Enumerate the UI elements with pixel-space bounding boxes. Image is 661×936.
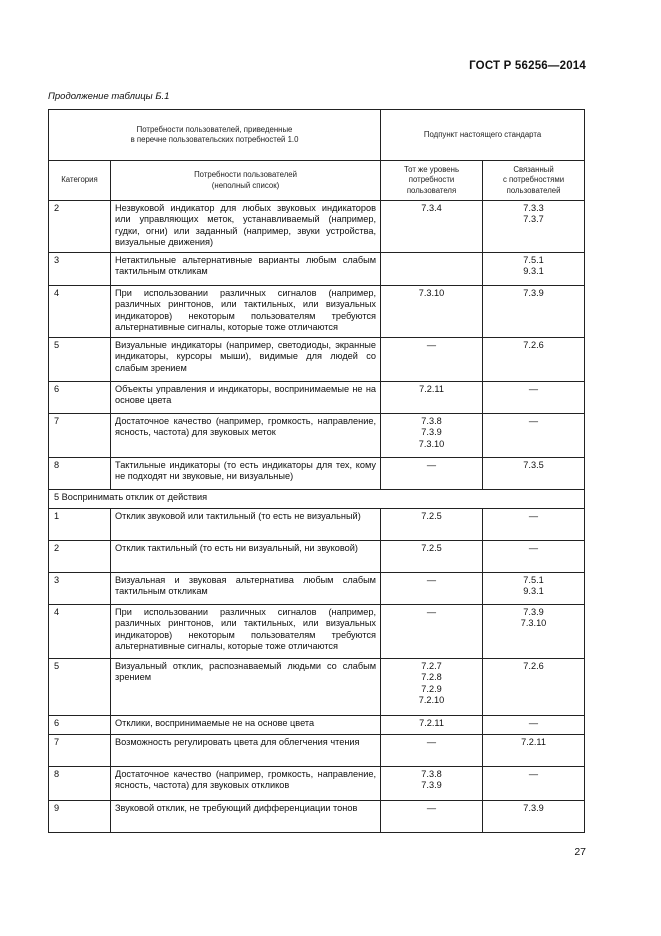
need-description-cell: Незвуковой индикатор для любых звуковых индикаторов или управляющих меток, устанавливаемый (например, гудки, огни) или заданный (например, звуки устройства, визуальные движения): [111, 201, 381, 253]
table-row: [49, 458, 585, 490]
table-row: [49, 338, 585, 382]
category-cell: 3: [49, 253, 111, 286]
same-level-column-header: Тот же уровень потребности пользователя: [381, 161, 483, 201]
related-subclause-cell: —: [483, 414, 585, 458]
table-row: [49, 573, 585, 605]
table-row: [49, 605, 585, 659]
category-cell: 2: [49, 201, 111, 253]
category-cell: 5: [49, 659, 111, 716]
same-level-subclause-cell: 7.2.7 7.2.8 7.2.9 7.2.10: [381, 659, 483, 716]
need-description-cell: Достаточное качество (например, громкость, направление, ясность, частота) для звуковых откликов: [111, 767, 381, 801]
related-subclause-cell: 7.5.1 9.3.1: [483, 573, 585, 605]
table-row: [49, 801, 585, 833]
subclause-group-header: Подпункт настоящего стандарта: [381, 110, 585, 161]
section-title: 5 Воспринимать отклик от действия: [49, 490, 585, 509]
table-row: [49, 716, 585, 735]
category-cell: 2: [49, 541, 111, 573]
related-subclause-cell: —: [483, 541, 585, 573]
need-description-cell: Возможность регулировать цвета для облегчения чтения: [111, 735, 381, 767]
need-description-cell: При использовании различных сигналов (например, различных рингтонов, или тактильных, или визуальных индикаторов) некоторым пользователям требуются альтернативные сигналы, которые тоже отличаются: [111, 605, 381, 659]
same-level-subclause-cell: —: [381, 735, 483, 767]
need-description-cell: При использовании различных сигналов (например, различных рингтонов, или тактильных, или визуальных индикаторов) некоторым пользователям требуются альтернативные сигналы, которые тоже отличаются: [111, 286, 381, 338]
category-cell: 8: [49, 458, 111, 490]
header-row-2: [49, 161, 585, 201]
same-level-subclause-cell: 7.3.10: [381, 286, 483, 338]
same-level-subclause-cell: —: [381, 801, 483, 833]
needs-column-header: Потребности пользователей (неполный список): [111, 161, 381, 201]
same-level-subclause-cell: 7.3.4: [381, 201, 483, 253]
need-description-cell: Нетактильные альтернативные варианты любым слабым тактильным откликам: [111, 253, 381, 286]
table-body: [49, 110, 585, 833]
needs-group-header: Потребности пользователей, приведенные в перечне пользовательских потребностей 1.0: [49, 110, 381, 161]
category-cell: 1: [49, 509, 111, 541]
section-row: [49, 490, 585, 509]
need-description-cell: Звуковой отклик, не требующий дифференциации тонов: [111, 801, 381, 833]
need-description-cell: Отклик звуковой или тактильный (то есть не визуальный): [111, 509, 381, 541]
related-subclause-cell: 7.5.1 9.3.1: [483, 253, 585, 286]
table-row: [49, 541, 585, 573]
same-level-subclause-cell: —: [381, 573, 483, 605]
category-cell: 9: [49, 801, 111, 833]
table-continuation-caption: Продолжение таблицы Б.1: [48, 91, 170, 102]
header-row-1: [49, 110, 585, 161]
related-subclause-cell: 7.3.9: [483, 286, 585, 338]
category-cell: 8: [49, 767, 111, 801]
need-description-cell: Достаточное качество (например, громкость, направление, ясность, частота) для звуковых меток: [111, 414, 381, 458]
table-row: [49, 509, 585, 541]
table-row: [49, 382, 585, 414]
table-row: [49, 767, 585, 801]
need-description-cell: Визуальный отклик, распознаваемый людьми со слабым зрением: [111, 659, 381, 716]
same-level-subclause-cell: 7.3.8 7.3.9 7.3.10: [381, 414, 483, 458]
related-subclause-cell: 7.3.9 7.3.10: [483, 605, 585, 659]
category-cell: 6: [49, 716, 111, 735]
category-column-header: Категория: [49, 161, 111, 201]
same-level-subclause-cell: 7.2.11: [381, 716, 483, 735]
need-description-cell: Визуальные индикаторы (например, светодиоды, экранные индикаторы, курсоры мыши), видимые для людей со слабым зрением: [111, 338, 381, 382]
related-subclause-cell: 7.2.6: [483, 338, 585, 382]
table-row: [49, 286, 585, 338]
table-row: [49, 414, 585, 458]
same-level-subclause-cell: [381, 253, 483, 286]
category-cell: 5: [49, 338, 111, 382]
same-level-subclause-cell: 7.2.5: [381, 541, 483, 573]
same-level-subclause-cell: 7.3.8 7.3.9: [381, 767, 483, 801]
requirements-table: [48, 109, 585, 833]
category-cell: 4: [49, 605, 111, 659]
related-subclause-cell: 7.3.3 7.3.7: [483, 201, 585, 253]
related-subclause-cell: —: [483, 382, 585, 414]
category-cell: 6: [49, 382, 111, 414]
related-subclause-cell: 7.3.5: [483, 458, 585, 490]
need-description-cell: Визуальная и звуковая альтернатива любым слабым тактильным откликам: [111, 573, 381, 605]
same-level-subclause-cell: 7.2.5: [381, 509, 483, 541]
table-row: [49, 735, 585, 767]
category-cell: 7: [49, 735, 111, 767]
related-subclause-cell: —: [483, 767, 585, 801]
same-level-subclause-cell: —: [381, 338, 483, 382]
related-subclause-cell: 7.2.6: [483, 659, 585, 716]
category-cell: 3: [49, 573, 111, 605]
page-number: 27: [574, 846, 586, 858]
related-subclause-cell: —: [483, 509, 585, 541]
same-level-subclause-cell: 7.2.11: [381, 382, 483, 414]
need-description-cell: Объекты управления и индикаторы, воспринимаемые не на основе цвета: [111, 382, 381, 414]
need-description-cell: Тактильные индикаторы (то есть индикаторы для тех, кому не подходят ни звуковые, ни визуальные): [111, 458, 381, 490]
related-column-header: Связанный с потребностями пользователей: [483, 161, 585, 201]
category-cell: 7: [49, 414, 111, 458]
standard-id: ГОСТ Р 56256—2014: [469, 60, 586, 72]
related-subclause-cell: 7.2.11: [483, 735, 585, 767]
table-row: [49, 201, 585, 253]
same-level-subclause-cell: —: [381, 458, 483, 490]
same-level-subclause-cell: —: [381, 605, 483, 659]
related-subclause-cell: —: [483, 716, 585, 735]
category-cell: 4: [49, 286, 111, 338]
related-subclause-cell: 7.3.9: [483, 801, 585, 833]
table-row: [49, 253, 585, 286]
need-description-cell: Отклики, воспринимаемые не на основе цвета: [111, 716, 381, 735]
need-description-cell: Отклик тактильный (то есть ни визуальный, ни звуковой): [111, 541, 381, 573]
table-row: [49, 659, 585, 716]
